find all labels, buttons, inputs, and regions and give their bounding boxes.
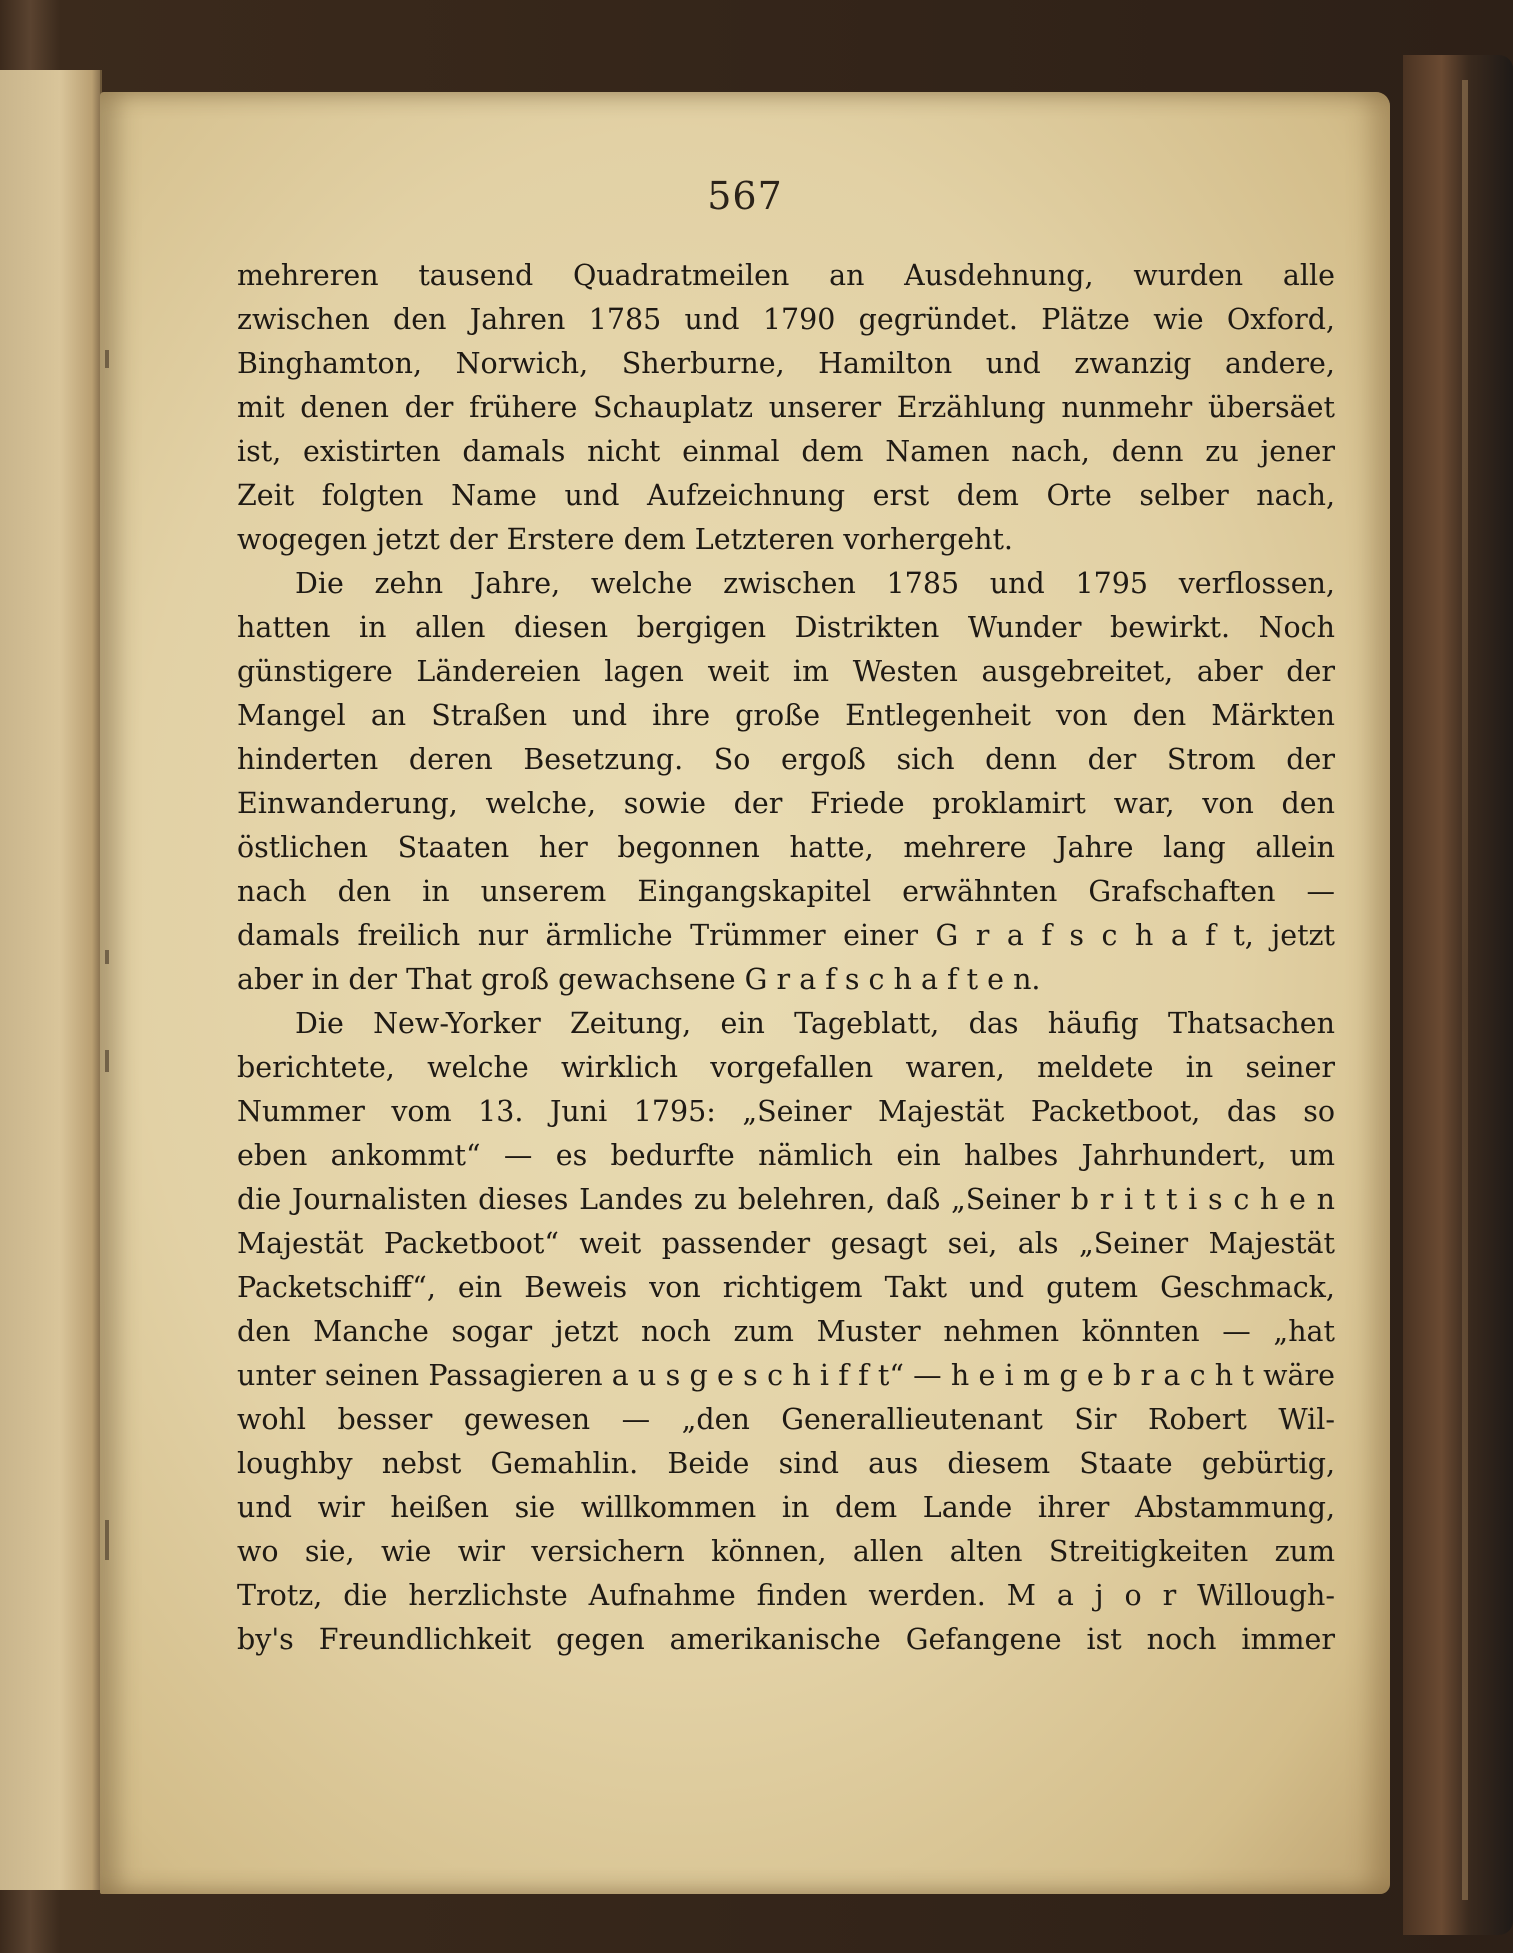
margin-mark xyxy=(105,1520,109,1560)
text-line: unter seinen Passagieren a u s g e s c h i f f t“ — h e i m g e b r a c h t wäre xyxy=(237,1359,1335,1392)
text-line: Die New-Yorker Zeitung, ein Tageblatt, das häufig Thatsachen xyxy=(295,1007,1335,1040)
text-line: Mangel an Straßen und ihre große Entlegenheit von den Märkten xyxy=(237,699,1335,732)
text-line: Binghamton, Norwich, Sherburne, Hamilton und zwanzig andere, xyxy=(237,347,1335,380)
text-line: östlichen Staaten her begonnen hatte, mehrere Jahre lang allein xyxy=(237,831,1335,864)
text-line: loughby nebst Gemahlin. Beide sind aus diesem Staate gebürtig, xyxy=(237,1447,1335,1480)
margin-mark xyxy=(105,950,109,964)
text-line: und wir heißen sie willkommen in dem Lande ihrer Abstammung, xyxy=(237,1491,1335,1524)
text-line: Packetschiff“, ein Beweis von richtigem Takt und gutem Geschmack, xyxy=(237,1271,1335,1304)
page-text xyxy=(237,254,1335,1662)
text-line: wogegen jetzt der Erstere dem Letzteren vorhergeht. xyxy=(237,523,1013,556)
text-line: hinderten deren Besetzung. So ergoß sich denn der Strom der xyxy=(237,743,1335,776)
text-line: Nummer vom 13. Juni 1795: „Seiner Majestät Packetboot, das so xyxy=(237,1095,1335,1128)
text-line: hatten in allen diesen bergigen Distrikten Wunder bewirkt. Noch xyxy=(237,611,1335,644)
text-line: Trotz, die herzlichste Aufnahme finden werden. M a j o r Willough- xyxy=(237,1579,1335,1612)
text-line: mit denen der frühere Schauplatz unserer Erzählung nunmehr übersäet xyxy=(237,391,1335,424)
text-line: eben ankommt“ — es bedurfte nämlich ein halbes Jahrhundert, um xyxy=(237,1139,1335,1172)
text-line: damals freilich nur ärmliche Trümmer einer G r a f s c h a f t, jetzt xyxy=(237,919,1335,952)
text-line: Einwanderung, welche, sowie der Friede proklamirt war, von den xyxy=(237,787,1335,820)
page-number: 567 xyxy=(707,174,783,218)
text-line: wohl besser gewesen — „den Generallieutenant Sir Robert Wil- xyxy=(237,1403,1335,1436)
text-line: mehreren tausend Quadratmeilen an Ausdehnung, wurden alle xyxy=(237,259,1335,292)
text-line: nach den in unserem Eingangskapitel erwähnten Grafschaften — xyxy=(237,875,1335,908)
text-line: den Manche sogar jetzt noch zum Muster nehmen könnten — „hat xyxy=(237,1315,1335,1348)
text-line: Zeit folgten Name und Aufzeichnung erst dem Orte selber nach, xyxy=(237,479,1335,512)
text-line: Majestät Packetboot“ weit passender gesagt sei, als „Seiner Majestät xyxy=(237,1227,1335,1260)
text-line: wo sie, wie wir versichern können, allen alten Streitigkeiten zum xyxy=(237,1535,1335,1568)
text-line: zwischen den Jahren 1785 und 1790 gegründet. Plätze wie Oxford, xyxy=(237,303,1335,336)
text-line: Die zehn Jahre, welche zwischen 1785 und 1795 verflossen, xyxy=(295,567,1335,600)
book-cover-edge xyxy=(1403,55,1513,1935)
margin-mark xyxy=(105,350,109,368)
book-page xyxy=(100,92,1390,1894)
left-page-edge xyxy=(0,70,102,1890)
text-line: günstigere Ländereien lagen weit im Westen ausgebreitet, aber der xyxy=(237,655,1335,688)
text-line: by's Freundlichkeit gegen amerikanische Gefangene ist noch immer xyxy=(237,1623,1335,1656)
text-line: die Journalisten dieses Landes zu belehren, daß „Seiner b r i t t i s c h e n xyxy=(237,1183,1335,1216)
text-line: aber in der That groß gewachsene G r a f s c h a f t e n. xyxy=(237,963,1041,996)
cover-highlight xyxy=(1462,80,1468,1900)
text-line: berichtete, welche wirklich vorgefallen waren, meldete in seiner xyxy=(237,1051,1335,1084)
text-line: ist, existirten damals nicht einmal dem Namen nach, denn zu jener xyxy=(237,435,1335,468)
margin-mark xyxy=(105,1050,109,1072)
